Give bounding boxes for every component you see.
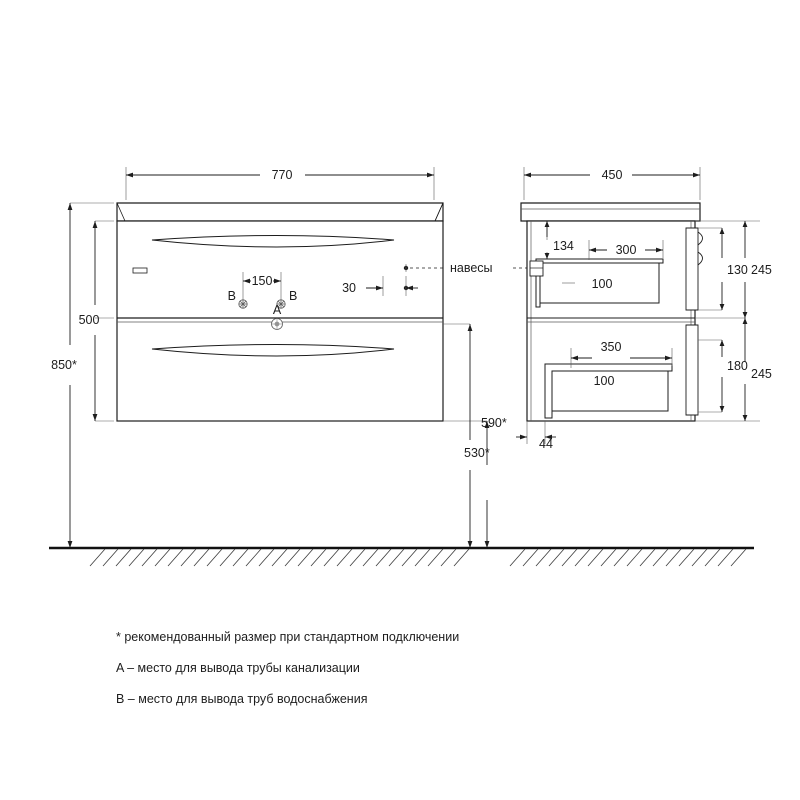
dim-drawer-lower-350: 350 xyxy=(600,340,622,354)
dim-lower-total-245: 245 xyxy=(751,367,772,381)
dim-spacing-150: 150 xyxy=(251,274,273,288)
mark-b-right-label: B xyxy=(289,289,298,303)
dim-drawer-lower-inner-100: 100 xyxy=(593,374,615,388)
legend xyxy=(116,630,676,723)
dim-plinth-44: 44 xyxy=(539,437,553,451)
dim-top-offset-134: 134 xyxy=(553,239,574,253)
dim-height-530: 530* xyxy=(464,446,490,460)
dim-height-590: 590* xyxy=(481,416,507,430)
legend-line-a: A – место для вывода трубы канализации xyxy=(116,661,360,675)
ground-line xyxy=(49,548,754,566)
mark-b-left-label: B xyxy=(227,289,236,303)
legend-line-b: B – место для вывода труб водоснабжения xyxy=(116,692,368,706)
dim-drawer-upper-inner-100: 100 xyxy=(591,277,613,291)
dim-lower-180: 180 xyxy=(727,359,748,373)
dim-depth-450: 450 xyxy=(601,168,623,182)
dim-upper-130: 130 xyxy=(727,263,748,277)
hangers-label: навесы xyxy=(450,261,493,275)
dim-upper-total-245: 245 xyxy=(751,263,772,277)
mark-a-label: A xyxy=(272,303,282,317)
dim-height-850: 850* xyxy=(51,358,77,372)
dim-height-500: 500 xyxy=(78,313,100,327)
side-view-body xyxy=(521,203,703,421)
dim-drawer-upper-300: 300 xyxy=(615,243,637,257)
legend-line-note: * рекомендованный размер при стандартном подключении xyxy=(116,630,460,644)
dim-width-770: 770 xyxy=(271,168,293,182)
dim-offset-30: 30 xyxy=(342,281,356,295)
